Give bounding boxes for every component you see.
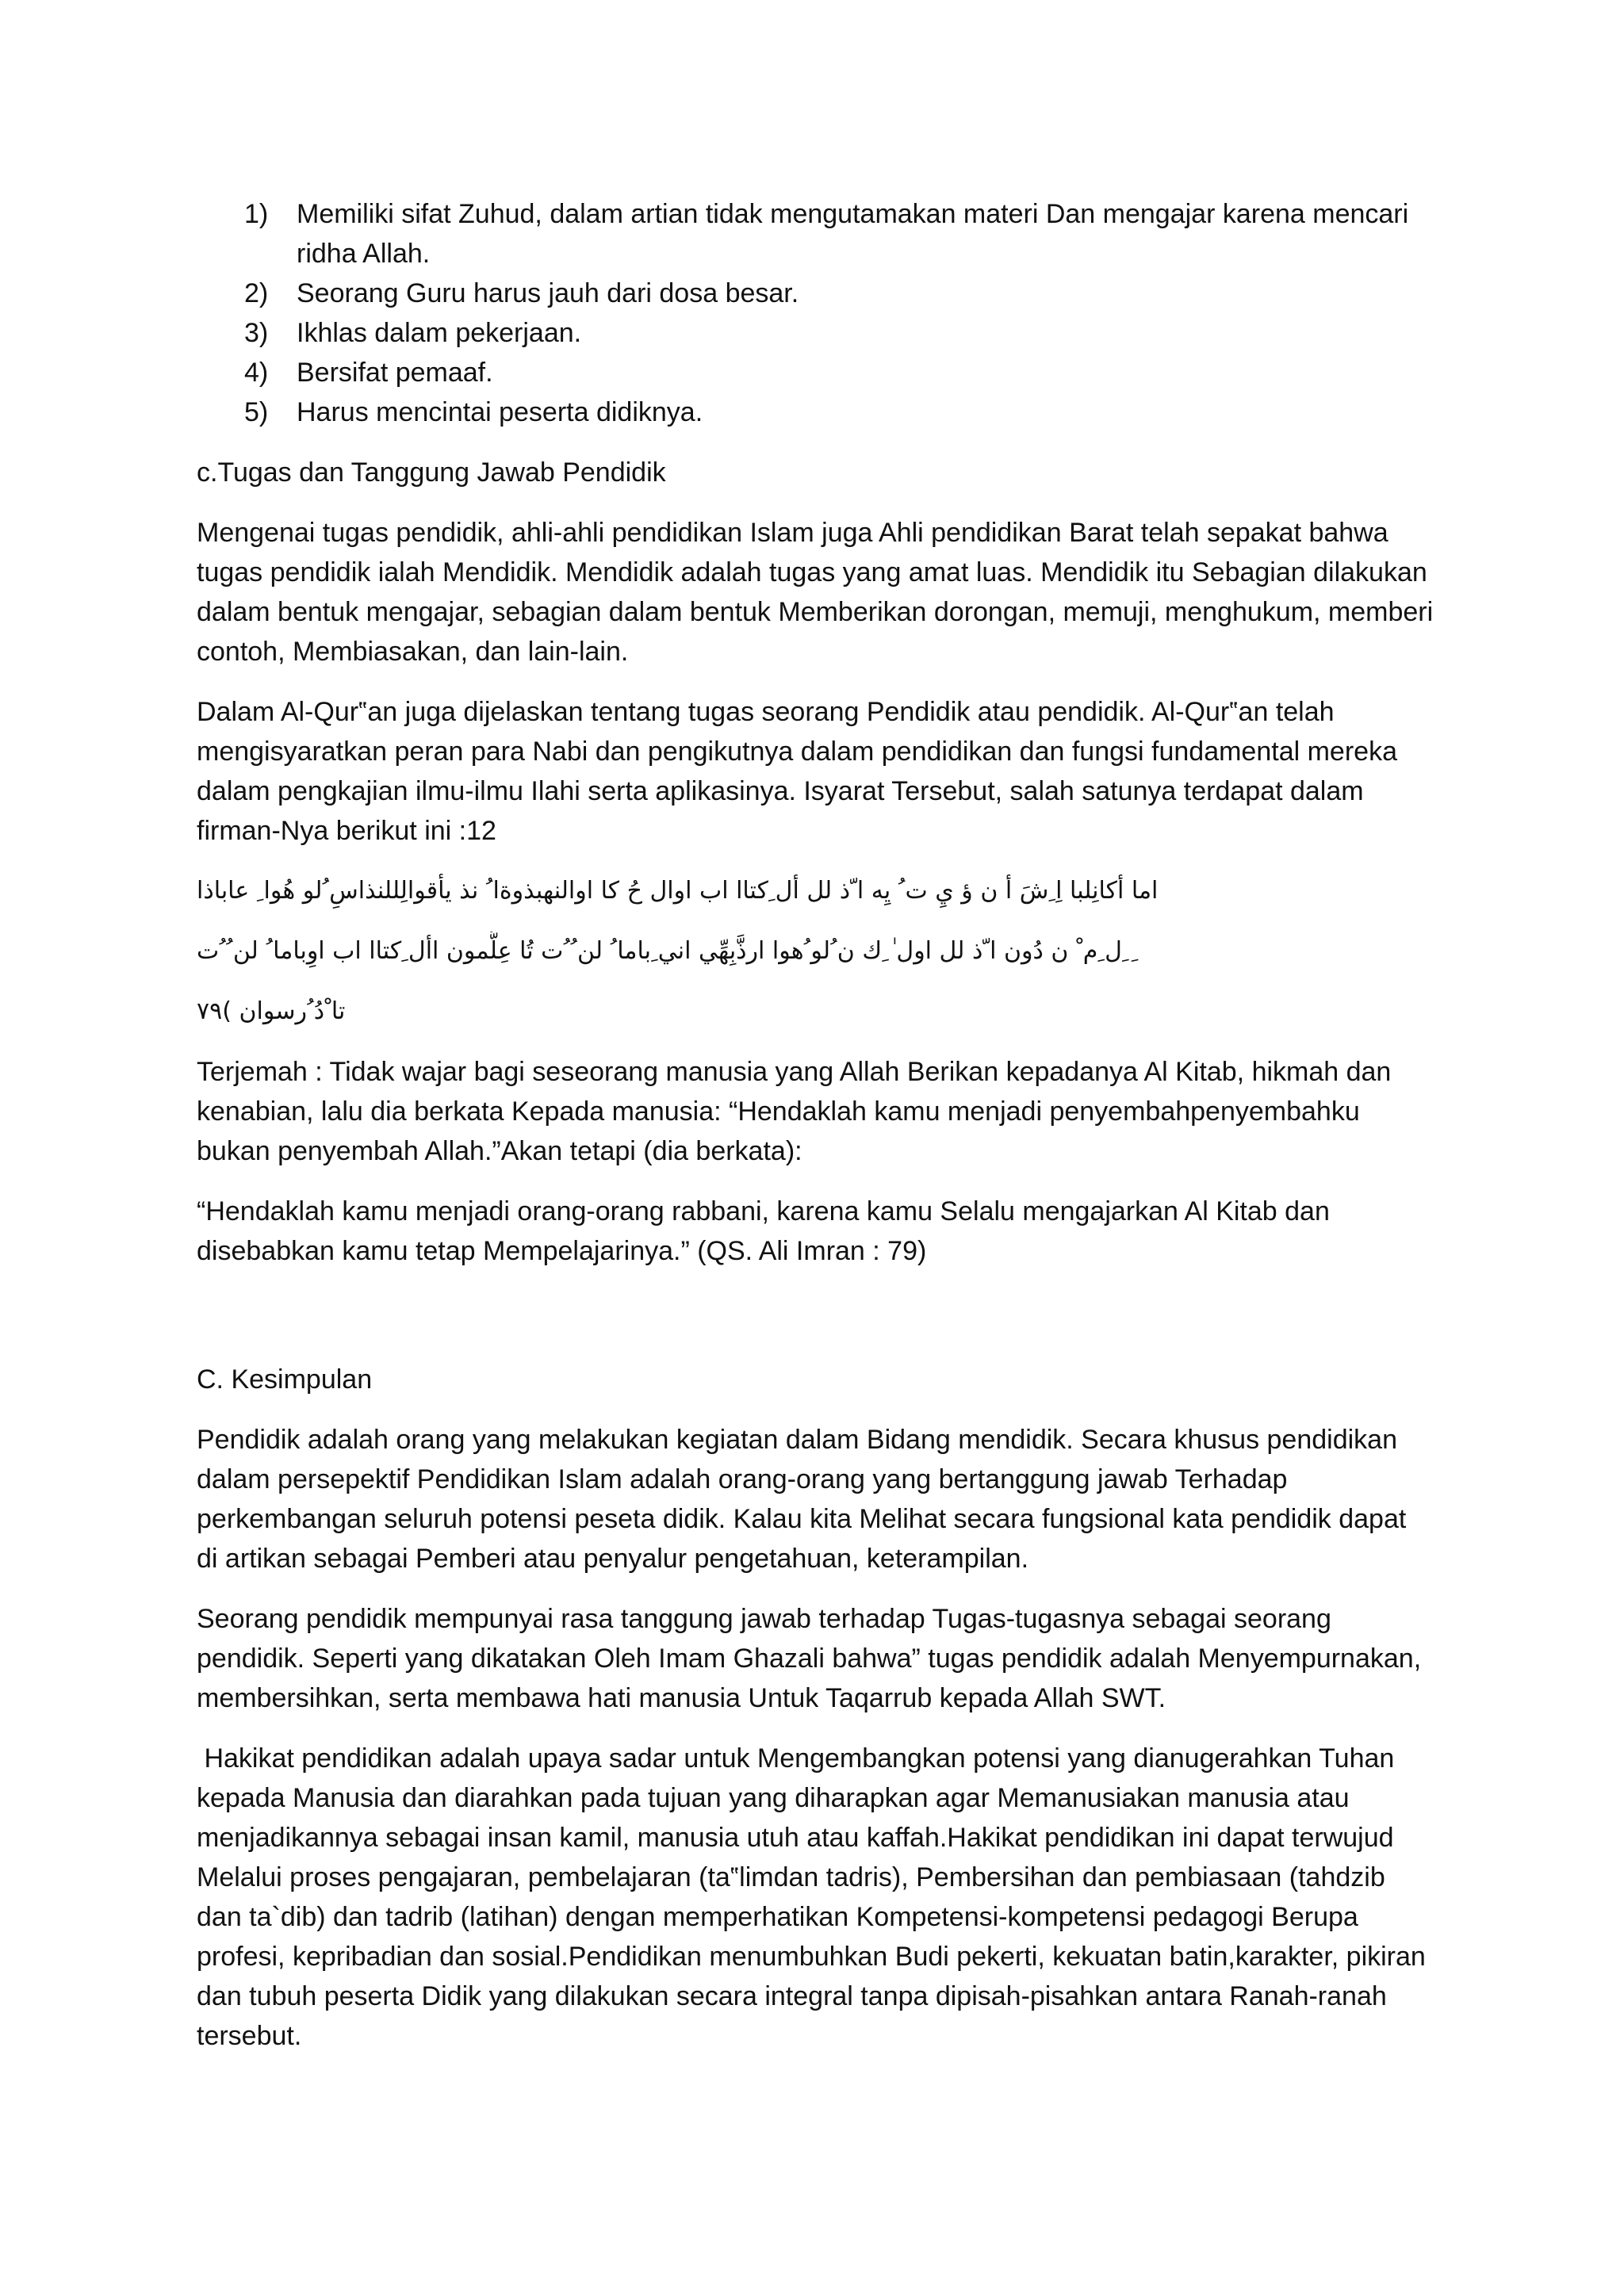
list-item xyxy=(197,392,1434,432)
list-item xyxy=(197,313,1434,353)
list-item-number: 4) xyxy=(244,358,269,388)
document-body xyxy=(197,194,1434,2076)
section-heading-kesimpulan: C. Kesimpulan xyxy=(197,1364,373,1395)
list-item xyxy=(197,194,1434,274)
arabic-verse-line-3: تا ْدُ ُرسوان )٧٩ xyxy=(197,997,346,1025)
list-item-text: Harus mencintai peserta didiknya. xyxy=(297,397,703,427)
list-item-text: Seorang Guru harus jauh dari dosa besar. xyxy=(297,278,799,308)
list-item-number: 1) xyxy=(244,199,269,229)
list-item-number: 2) xyxy=(244,278,269,308)
section-heading-tugas: c.Tugas dan Tanggung Jawab Pendidik xyxy=(197,457,666,488)
list-item-text: Bersifat pemaaf. xyxy=(297,358,493,388)
paragraph-kesimpulan-1: Pendidik adalah orang yang melakukan kegiatan dalam Bidang mendidik. Secara khusus pendidikan dalam persepektif Pendidikan Islam adalah orang-orang yang bertanggung jawab Terhadap perkembangan seluruh potensi peseta didik. Kalau kita Melihat secara fungsional kata pendidik dapat di artikan sebagai Pemberi atau penyalur pengetahuan, keterampilan. xyxy=(197,1425,1407,1574)
list-item-number: 3) xyxy=(244,318,269,348)
paragraph-tugas-intro: Mengenai tugas pendidik, ahli-ahli pendidikan Islam juga Ahli pendidikan Barat telah sepakat bahwa tugas pendidik ialah Mendidik. Mendidik adalah tugas yang amat luas. Mendidik itu Sebagian dilakukan dalam bentuk mengajar, sebagian dalam bentuk Memberikan dorongan, memuji, menghukum, memberi contoh, Membiasakan, dan lain-lain. xyxy=(197,518,1434,667)
list-item-text: Ikhlas dalam pekerjaan. xyxy=(297,318,582,348)
arabic-verse-line-1: اما أكانِلبا اِ ِشَ أ ن ؤ يِ ت ُ يِه ا ّذ لل أل ِكتاا اب اوال حُ كا اوالنهبذوةا ُ نذ يأقوالِللنذاسِ ُلو هُوا ِ عاباذا xyxy=(197,877,1159,905)
paragraph-translation-quote: “Hendaklah kamu menjadi orang-orang rabbani, karena kamu Selalu mengajarkan Al Kitab dan disebabkan kamu tetap Mempelajarinya.” (QS. Ali Imran : 79) xyxy=(197,1196,1330,1266)
paragraph-translation: Terjemah : Tidak wajar bagi seseorang manusia yang Allah Berikan kepadanya Al Kitab, hikmah dan kenabian, lalu dia berkata Kepada manusia: “Hendaklah kamu menjadi penyembahpenyembahku bukan penyembah Allah.”Akan tetapi (dia berkata): xyxy=(197,1057,1392,1166)
paragraph-kesimpulan-3: Hakikat pendidikan adalah upaya sadar untuk Mengembangkan potensi yang dianugerahkan Tuhan kepada Manusia dan diarahkan pada tujuan yang diharapkan agar Memanusiakan manusia atau menjadikannya sebagai insan kamil, manusia utuh atau kaffah.Hakikat pendidikan ini dapat terwujud Melalui proses pengajaran, pembelajaran (ta‟limdan tadris), Pembersihan dan pembiasaan (tahdzib dan ta`dib) dan tadrib (latihan) dengan memperhatikan Kompetensi-kompetensi pedagogi Berupa profesi, kepribadian dan sosial.Pendidikan menumbuhkan Budi pekerti, kekuatan batin,karakter, pikiran dan tubuh peserta Didik yang dilakukan secara integral tanpa dipisah-pisahkan antara Ranah-ranah tersebut. xyxy=(197,1743,1434,2051)
list-item-text: Memiliki sifat Zuhud, dalam artian tidak mengutamakan materi Dan mengajar karena mencari ridha Allah. xyxy=(297,199,1409,269)
list-item xyxy=(197,274,1434,313)
teacher-traits-list xyxy=(197,194,1434,432)
paragraph-kesimpulan-2: Seorang pendidik mempunyai rasa tanggung jawab terhadap Tugas-tugasnya sebagai seorang pendidik. Seperti yang dikatakan Oleh Imam Ghazali bahwa” tugas pendidik adalah Menyempurnakan, membersihkan, serta membawa hati manusia Untuk Taqarrub kepada Allah SWT. xyxy=(197,1604,1422,1713)
arabic-verse-line-2: ِ ِل ِم ْ ن دُون ا ّذ لل اول ٰ ِك ن ُلو ُهوا ارذَّبِهِّي اني ِباما ُ لن ُ ُت تُا عِلُّمون األ ِكتاا اب اوِباما ُ لن ُ ُت xyxy=(197,937,1129,965)
list-item-number: 5) xyxy=(244,397,269,427)
paragraph-quran-reference: Dalam Al-Qur‟an juga dijelaskan tentang tugas seorang Pendidik atau pendidik. Al-Qur‟an telah mengisyaratkan peran para Nabi dan pengikutnya dalam pendidikan dan fungsi fundamental mereka dalam pengkajian ilmu-ilmu Ilahi serta aplikasinya. Isyarat Tersebut, salah satunya terdapat dalam firman-Nya berikut ini :12 xyxy=(197,697,1397,846)
section-spacer xyxy=(197,1292,1434,1360)
list-item xyxy=(197,353,1434,392)
